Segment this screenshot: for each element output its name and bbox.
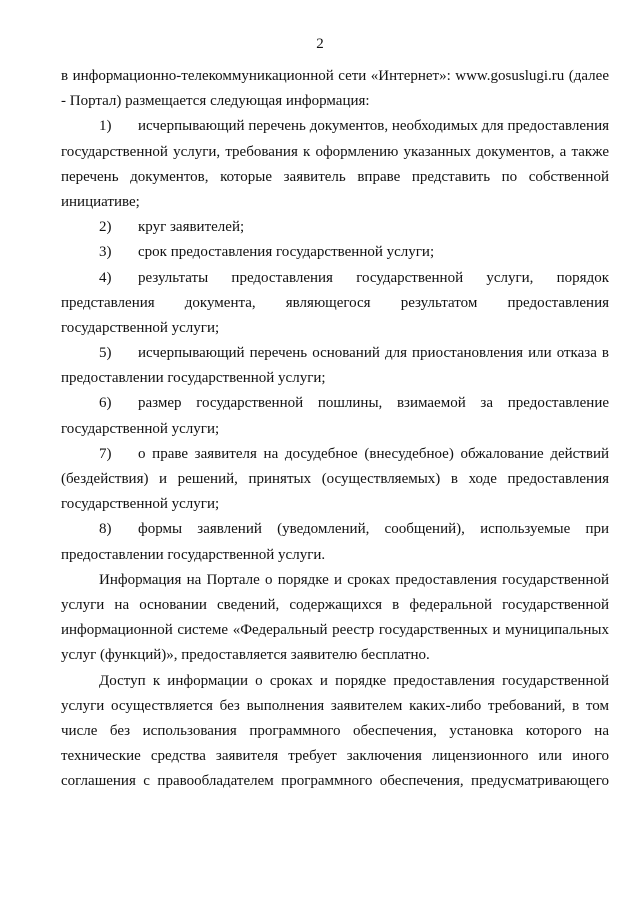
list-item-number: 5) [99,345,112,362]
text-line: представления документа, являющегося результатом предоставления [61,294,609,311]
text-line: формы заявлений (уведомлений, сообщений), используемые при [138,521,609,538]
list-item [61,215,609,240]
text-line: предоставлении государственной услуги. [61,546,326,563]
text-line: информационной системе «Федеральный реестр государственных и муниципальных [61,622,609,639]
text-line: - Портал) размещается следующая информация: [61,93,370,110]
text-line: услуги на основании сведений, содержащихся в федеральной государственной [61,596,609,613]
text-line: перечень документов, которые заявитель вправе представить по собственной [61,168,609,185]
list-item [61,391,609,416]
list-item [61,114,609,139]
list-item [61,240,609,265]
text-line: Информация на Портале о порядке и сроках предоставления государственной [99,571,609,588]
text-line: срок предоставления государственной услуги; [138,244,435,261]
list-item [61,341,609,366]
text-line: инициативе; [61,193,140,210]
list-item-number: 2) [99,219,112,236]
text-line: результаты предоставления государственной услуги, порядок [138,269,609,286]
text-line: о праве заявителя на досудебное (внесудебное) обжалование действий [138,445,609,462]
list-item-number: 6) [99,395,112,412]
text-line: государственной услуги; [61,319,220,336]
page-number: 2 [316,36,324,52]
text-line: Доступ к информации о сроках и порядке предоставления государственной [99,672,609,689]
text-line: государственной услуги; [61,496,220,513]
list-item-number: 7) [99,445,112,462]
text-line: в информационно-телекоммуникационной сети «Интернет»: www.gosuslugi.ru (далее [61,68,609,84]
list-item [61,517,609,542]
list-item-number: 3) [99,244,112,261]
text-line: исчерпывающий перечень документов, необходимых для предоставления [138,118,609,135]
text-line: услуги осуществляется без выполнения заявителем каких-либо требований, в том [61,697,609,714]
text-line: (бездействия) и решений, принятых (осуществляемых) в ходе предоставления [61,471,609,487]
list-item-number: 1) [99,118,112,135]
list-item [61,266,609,291]
document-body [61,64,609,794]
text-line: числе без использования программного обеспечения, установка которого на [61,722,609,739]
text-line: государственной услуги; [61,420,220,437]
text-line: исчерпывающий перечень оснований для приостановления или отказа в [138,345,609,362]
text-line: предоставлении государственной услуги; [61,370,326,387]
text-line: технические средства заявителя требует заключения лицензионного или иного [61,748,609,765]
text-line: услуг (функций)», предоставляется заявителю бесплатно. [61,647,430,664]
text-line: соглашения с правообладателем программного обеспечения, предусматривающего [61,773,609,790]
list-item-number: 4) [99,269,112,286]
text-line: государственной услуги, требования к оформлению указанных документов, а также [61,143,609,160]
list-item [61,442,609,467]
text-line: круг заявителей; [138,219,245,236]
list-item-number: 8) [99,521,112,538]
text-line: размер государственной пошлины, взимаемой за предоставление [138,395,609,412]
